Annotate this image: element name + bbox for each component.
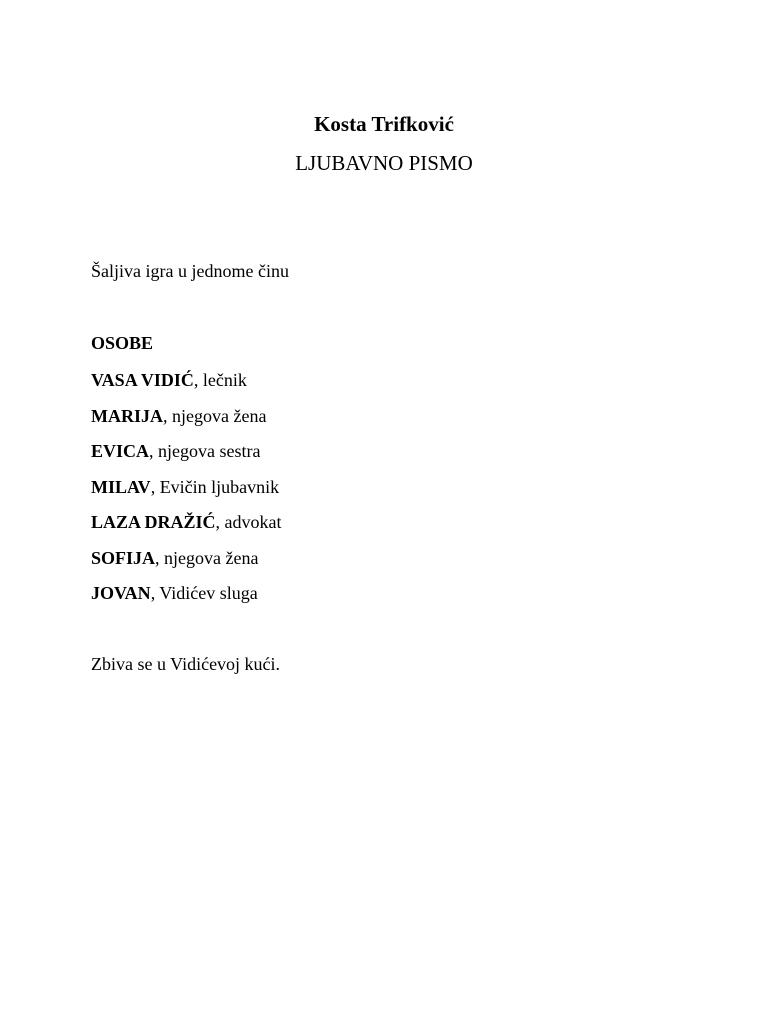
cast-description: , lečnik — [193, 370, 247, 390]
cast-name: JOVAN — [91, 583, 151, 603]
cast-item — [91, 404, 282, 440]
cast-description: , advokat — [215, 512, 282, 532]
author-name: Kosta Trifković — [314, 112, 454, 136]
cast-description: , njegova žena — [155, 547, 259, 568]
cast-item — [91, 510, 282, 546]
cast-item — [91, 439, 282, 475]
setting-note: Zbiva se u Vidićevoj kući. — [91, 654, 281, 674]
cast-item — [91, 581, 282, 617]
cast-item — [91, 546, 282, 582]
cast-name: VASA VIDIĆ — [91, 370, 194, 390]
cast-name: EVICA — [91, 441, 150, 461]
cast-list — [91, 368, 282, 617]
cast-description: , Evičin ljubavnik — [150, 476, 280, 497]
cast-item — [91, 475, 282, 511]
play-subtitle: Šaljiva igra u jednome činu — [91, 261, 289, 281]
cast-name: SOFIJA — [91, 547, 156, 568]
cast-item — [91, 368, 282, 404]
cast-name: MILAV — [91, 476, 151, 497]
cast-description: , njegova sestra — [149, 441, 261, 461]
play-title: LJUBAVNO PISMO — [295, 151, 473, 175]
persons-heading: OSOBE — [91, 333, 154, 353]
cast-name: LAZA DRAŽIĆ — [91, 512, 216, 532]
cast-name: MARIJA — [91, 405, 163, 426]
cast-description: , njegova žena — [163, 405, 267, 426]
cast-description: , Vidićev sluga — [150, 583, 258, 603]
